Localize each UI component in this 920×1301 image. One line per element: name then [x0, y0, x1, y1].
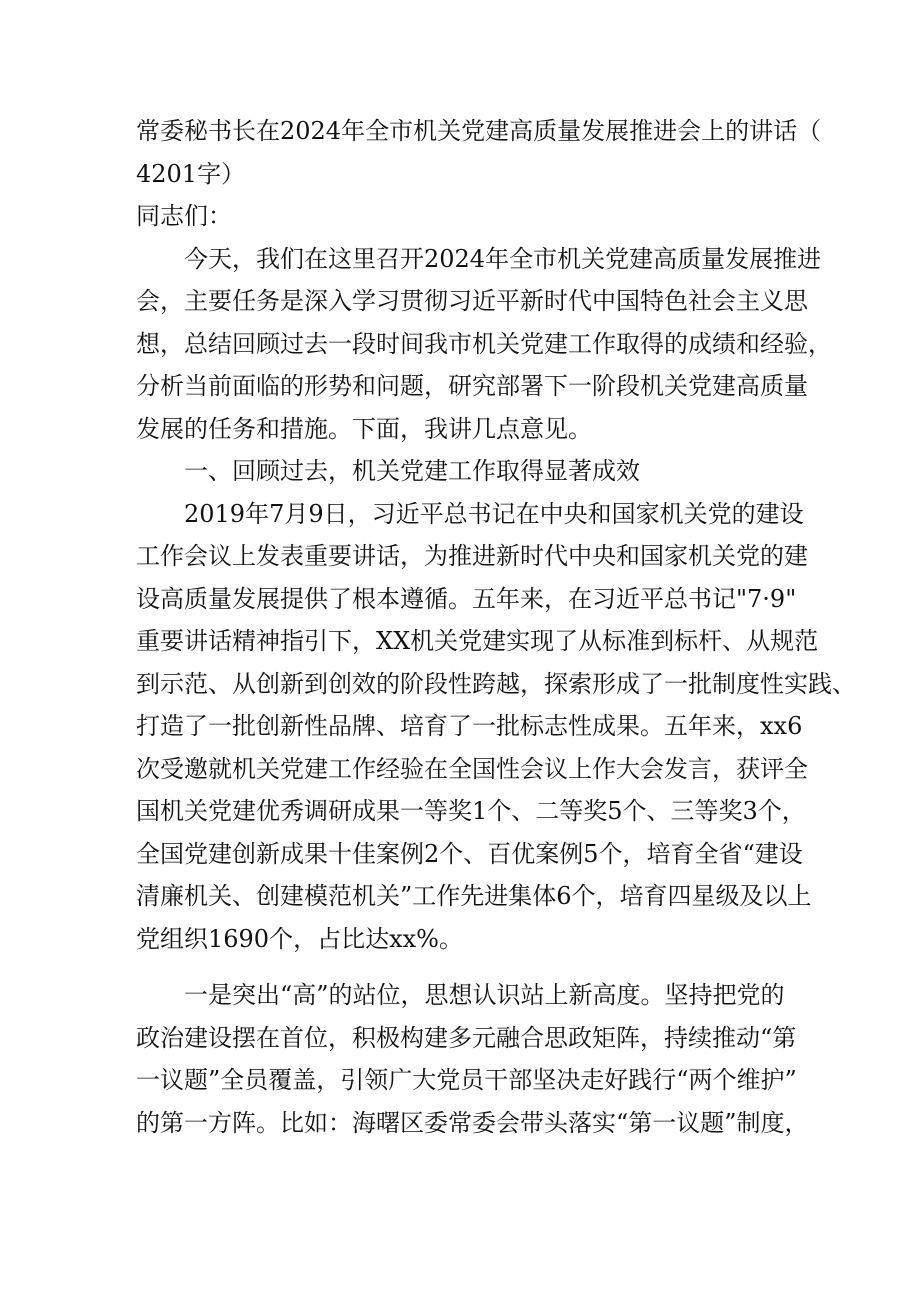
paragraph-3-line-3: 一议题”全员覆盖，引领广大党员干部坚决走好践行“两个维护”	[136, 1066, 797, 1094]
paragraph-3-line-4: 的第一方阵。比如：海曙区委常委会带头落实“第一议题”制度，	[136, 1108, 809, 1137]
paragraph-2-line-1: 2019年7月9日，习近平总书记在中央和国家机关党的建设	[184, 499, 804, 528]
paragraph-2-line-3: 设高质量发展提供了根本遵循。五年来，在习近平总书记"7·9"	[136, 584, 797, 613]
salutation: 同志们：	[136, 202, 232, 230]
paragraph-3-line-1: 一是突出“高”的站位，思想认识站上新高度。坚持把党的	[184, 981, 785, 1009]
document-body	[136, 110, 856, 1144]
paragraph-1-line-2: 会，主要任务是深入学习贯彻习近平新时代中国特色社会主义思	[136, 287, 808, 315]
paragraph-gap	[136, 960, 796, 974]
paragraph-1-line-1: 今天，我们在这里召开2024年全市机关党建高质量发展推进	[184, 244, 822, 273]
document-title-line-1: 常委秘书长在2024年全市机关党建高质量发展推进会上的讲话（	[136, 117, 822, 145]
section-heading-1: 一、回顾过去，机关党建工作取得显著成效	[184, 457, 640, 485]
paragraph-3-line-2: 政治建设摆在首位，积极构建多元融合思政矩阵，持续推动“第	[136, 1023, 797, 1052]
paragraph-2-line-2: 工作会议上发表重要讲话，为推进新时代中央和国家机关党的建	[136, 542, 808, 570]
paragraph-2-line-4: 重要讲话精神指引下，XX机关党建实现了从标准到标杆、从规范	[136, 627, 819, 655]
paragraph-2-line-8: 国机关党建优秀调研成果一等奖1个、二等奖5个、三等奖3个，	[136, 797, 806, 825]
paragraph-2-line-7: 次受邀就机关党建工作经验在全国性会议上作大会发言，获评全	[136, 754, 808, 783]
paragraph-1-line-3: 想，总结回顾过去一段时间我市机关党建工作取得的成绩和经验，	[136, 329, 832, 358]
paragraph-2-line-9: 全国党建创新成果十佳案例2个、百优案例5个，培育全省“建设	[136, 839, 803, 868]
paragraph-1-line-4: 分析当前面临的形势和问题，研究部署下一阶段机关党建高质量	[136, 372, 808, 400]
paragraph-2-line-6: 打造了一批创新性品牌、培育了一批标志性成果。五年来，xx6	[136, 712, 803, 740]
paragraph-2-line-11: 党组织1690个，占比达xx%。	[136, 924, 463, 953]
paragraph-2-line-5: 到示范、从创新到创效的阶段性跨越，探索形成了一批制度性实践、	[136, 669, 856, 698]
paragraph-2-line-10: 清廉机关、创建模范机关”工作先进集体6个，培育四星级及以上	[136, 882, 812, 910]
document-title-line-2: 4201字）	[136, 159, 246, 188]
paragraph-1-line-5: 发展的任务和措施。下面，我讲几点意见。	[136, 414, 592, 443]
